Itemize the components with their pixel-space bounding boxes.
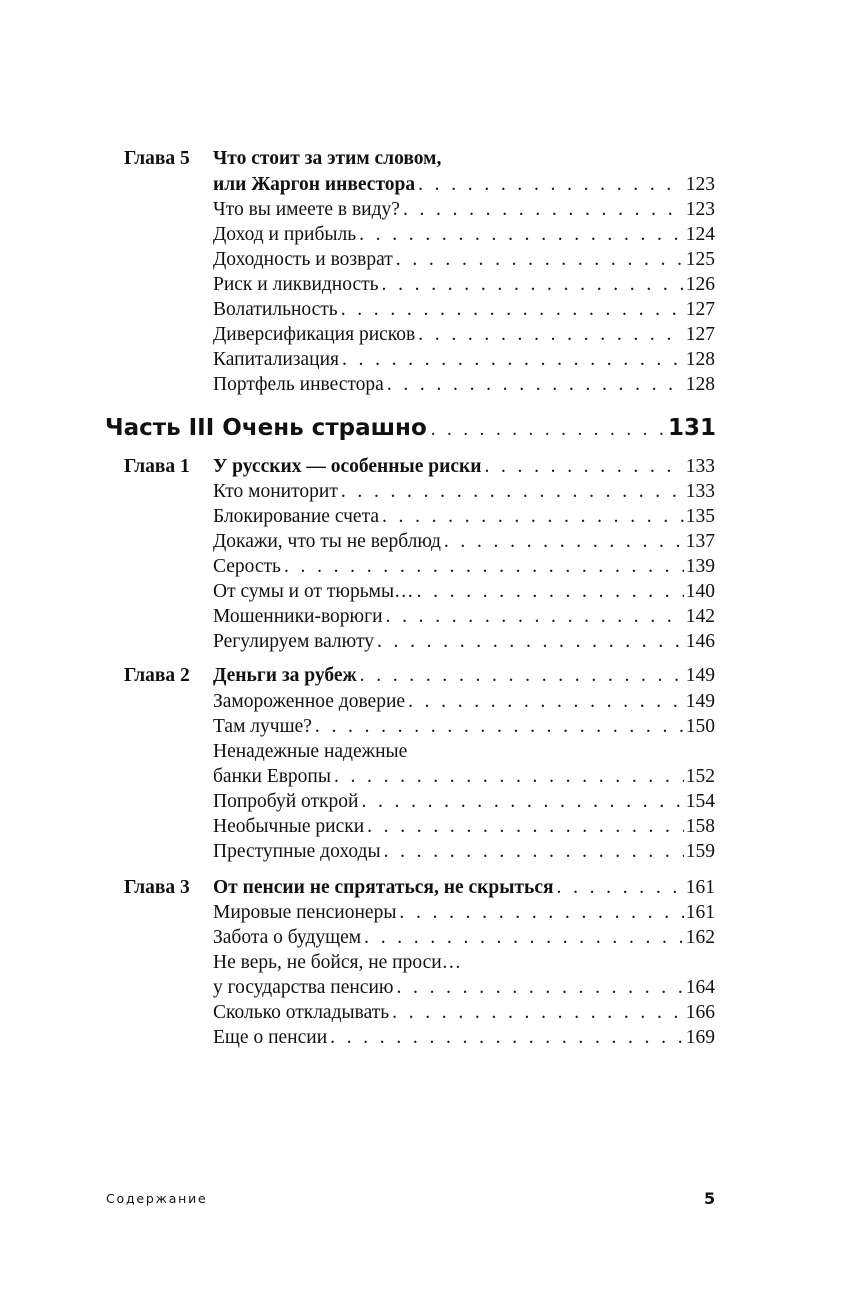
dot-leader (396, 975, 683, 1000)
chapter-label: Глава 1 (124, 456, 190, 477)
item-title: Кто мониторит (213, 481, 338, 502)
item-title: Докажи, что ты не верблюд (213, 531, 441, 552)
toc-item (213, 689, 715, 714)
dot-leader (387, 372, 684, 397)
item-title: Ненадежные надежные (213, 741, 408, 762)
dot-leader (384, 839, 684, 864)
chapter-title: Что стоит за этим словом, (213, 148, 442, 169)
toc-item (213, 900, 715, 925)
toc-chapter-row (124, 146, 715, 171)
dot-leader (377, 629, 684, 654)
item-title: Необычные риски (213, 816, 365, 837)
part-title: Очень страшно (222, 415, 427, 441)
page-number: 149 (685, 691, 715, 712)
dot-leader (382, 504, 684, 529)
chapter-title: или Жаргон инвестора (213, 174, 416, 195)
toc-item (213, 579, 715, 604)
toc-item (213, 714, 715, 739)
toc-part-row (105, 411, 716, 445)
chapter-label: Глава 3 (124, 877, 190, 898)
dot-leader (431, 413, 664, 447)
toc-item (213, 222, 715, 247)
toc-item (213, 950, 715, 975)
toc-item (213, 839, 715, 864)
dot-leader (341, 479, 684, 504)
toc-item (213, 604, 715, 629)
dot-leader (315, 714, 684, 739)
page-number: 146 (685, 631, 715, 652)
dot-leader (361, 789, 683, 814)
toc-item (213, 739, 715, 764)
item-title: Портфель инвестора (213, 374, 384, 395)
dot-leader (418, 172, 684, 197)
item-title: Блокирование счета (213, 506, 379, 527)
page-number: 161 (685, 877, 715, 898)
running-footer-section: Содержание (106, 1191, 208, 1206)
item-title: Сколько откладывать (213, 1002, 390, 1023)
page-number: 158 (685, 816, 715, 837)
dot-leader (392, 1000, 684, 1025)
toc-chapter-row (124, 663, 715, 688)
item-title: Риск и ликвидность (213, 274, 379, 295)
page-number: 161 (685, 902, 715, 923)
page-number: 126 (685, 274, 715, 295)
toc-item (213, 297, 715, 322)
chapter-title: У русских — особенные риски (213, 456, 482, 477)
part-page-number: 131 (667, 415, 716, 441)
page-number: 142 (685, 606, 715, 627)
chapter-title: От пенсии не спрятаться, не скрыться (213, 877, 554, 898)
page-number: 139 (685, 556, 715, 577)
dot-leader (396, 247, 684, 272)
page-number: 140 (685, 581, 715, 602)
item-title: Еще о пенсии (213, 1027, 328, 1048)
toc-item (213, 629, 715, 654)
dot-leader (342, 347, 684, 372)
dot-leader (399, 900, 683, 925)
page-number: 133 (685, 456, 715, 477)
toc-item (213, 975, 715, 1000)
part-label: Часть III (105, 415, 215, 441)
toc-item (213, 789, 715, 814)
page-number: 123 (685, 174, 715, 195)
toc-item (213, 1025, 715, 1050)
page-number: 137 (685, 531, 715, 552)
dot-leader (382, 272, 684, 297)
page-number: 133 (685, 481, 715, 502)
dot-leader (403, 197, 684, 222)
item-title: Капитализация (213, 349, 339, 370)
chapter-label: Глава 2 (124, 665, 190, 686)
dot-leader (359, 222, 684, 247)
item-title: Диверсификация рисков (213, 324, 416, 345)
dot-leader (330, 1025, 684, 1050)
page-number: 128 (685, 349, 715, 370)
page-number: 149 (685, 665, 715, 686)
item-title: От сумы и от тюрьмы… (213, 581, 414, 602)
toc-item (213, 1000, 715, 1025)
dot-leader (418, 322, 684, 347)
page-number: 164 (685, 977, 715, 998)
item-title: Доходность и возврат (213, 249, 393, 270)
page-number: 159 (685, 841, 715, 862)
item-title: Там лучше? (213, 716, 312, 737)
toc-item (213, 925, 715, 950)
item-title: Волатильность (213, 299, 338, 320)
toc-item (213, 554, 715, 579)
dot-leader (557, 875, 684, 900)
toc-item (213, 347, 715, 372)
page-number: 128 (685, 374, 715, 395)
dot-leader (417, 579, 684, 604)
toc-item (213, 504, 715, 529)
page-number: 127 (685, 299, 715, 320)
page-number-footer: 5 (704, 1189, 716, 1208)
page-number: 124 (685, 224, 715, 245)
item-title: Не верь, не бойся, не проси… (213, 952, 462, 973)
page-number: 152 (685, 766, 715, 787)
dot-leader (444, 529, 684, 554)
item-title: Мошенники-ворюги (213, 606, 383, 627)
chapter-label: Глава 5 (124, 148, 190, 169)
chapter-title: Деньги за рубеж (213, 665, 357, 686)
dot-leader (484, 454, 683, 479)
item-title: Забота о будущем (213, 927, 362, 948)
toc-chapter-row (124, 875, 715, 900)
toc-chapter-row (124, 454, 715, 479)
page-number: 150 (685, 716, 715, 737)
toc-item (213, 247, 715, 272)
toc-item (213, 479, 715, 504)
toc-item (213, 322, 715, 347)
dot-leader (408, 689, 684, 714)
page-number: 169 (685, 1027, 715, 1048)
toc-item (213, 272, 715, 297)
toc-item (213, 814, 715, 839)
page-number: 125 (685, 249, 715, 270)
item-title: Мировые пенсионеры (213, 902, 397, 923)
toc-item (213, 372, 715, 397)
dot-leader (386, 604, 684, 629)
page-number: 166 (685, 1002, 715, 1023)
dot-leader (334, 764, 684, 789)
page-number: 127 (685, 324, 715, 345)
item-title: Замороженное доверие (213, 691, 406, 712)
dot-leader (360, 663, 684, 688)
page-number: 154 (685, 791, 715, 812)
item-title: Преступные доходы (213, 841, 381, 862)
dot-leader (364, 925, 684, 950)
item-title: банки Европы (213, 766, 331, 787)
toc-chapter-row (213, 172, 715, 197)
dot-leader (367, 814, 684, 839)
item-title: у государства пенсию (213, 977, 394, 998)
item-title: Попробуй открой (213, 791, 359, 812)
page-number: 135 (685, 506, 715, 527)
item-title: Серость (213, 556, 281, 577)
page-number: 162 (685, 927, 715, 948)
toc-item (213, 764, 715, 789)
page-number: 123 (685, 199, 715, 220)
dot-leader (341, 297, 684, 322)
item-title: Что вы имеете в виду? (213, 199, 400, 220)
toc-item (213, 529, 715, 554)
toc-item (213, 197, 715, 222)
item-title: Регулируем валюту (213, 631, 374, 652)
item-title: Доход и прибыль (213, 224, 357, 245)
dot-leader (284, 554, 684, 579)
